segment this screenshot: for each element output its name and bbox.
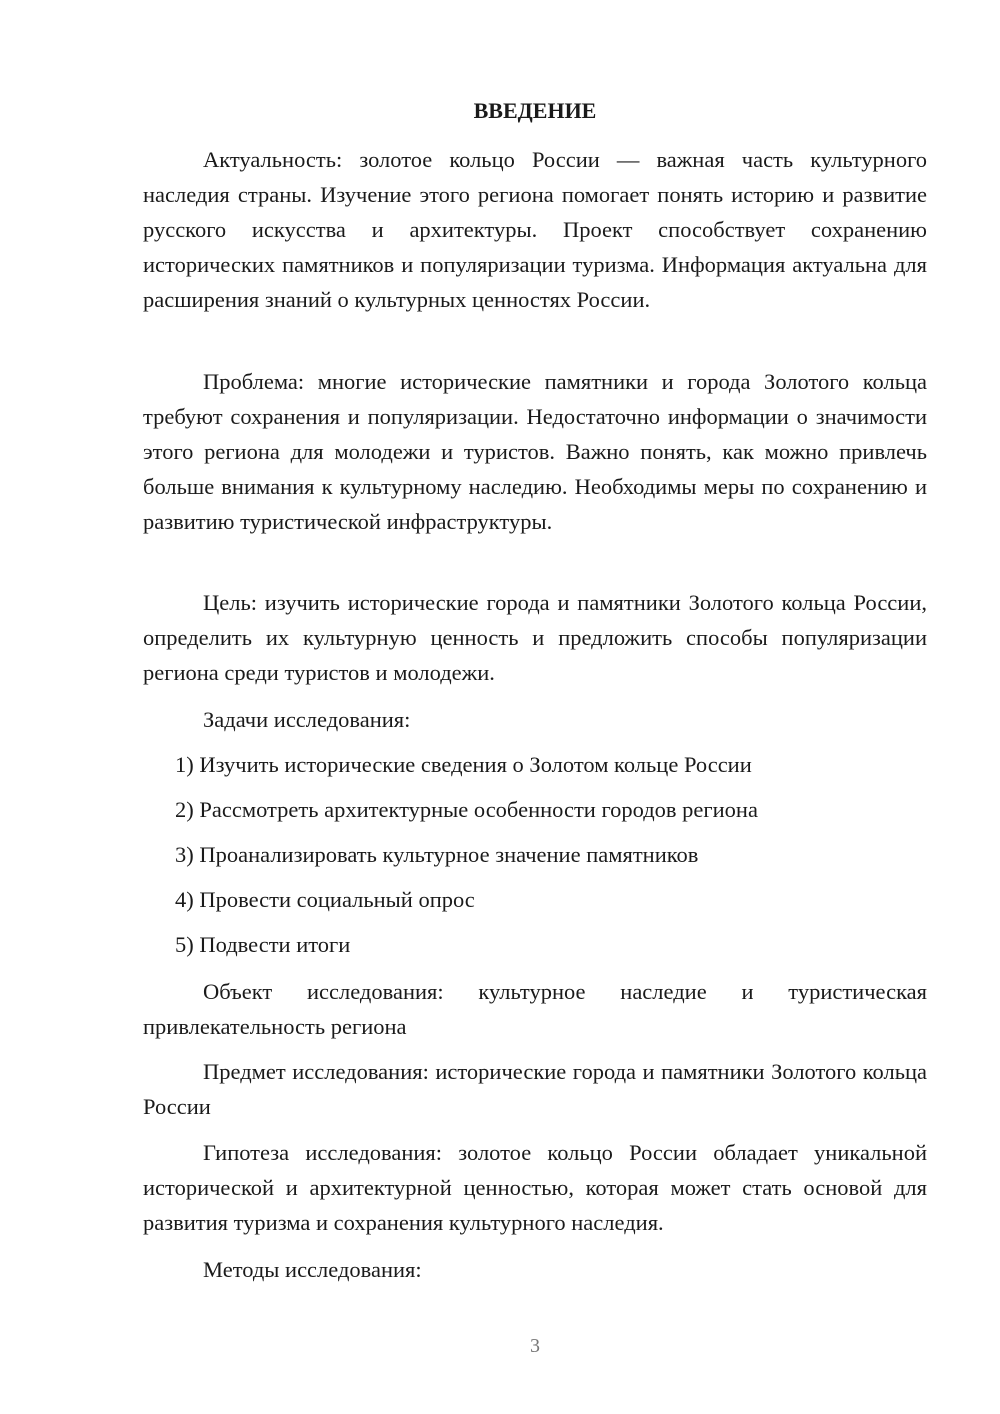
paragraph-goal: Цель: изучить исторические города и памятники Золотого кольца России, определить их культурную ценность и предложить способы популяризации региона среди туристов и молодежи.	[143, 590, 927, 685]
paragraph-object: Объект исследования: культурное наследие и туристическая привлекательность региона	[143, 979, 927, 1039]
paragraph-problem: Проблема: многие исторические памятники и города Золотого кольца требуют сохранения и популяризации. Недостаточно информации о значимости этого региона для молодежи и туристов. Важно понять, как можно привлечь больше внимания к культурному наследию. Необходимы меры по сохранению и развитию туристической инфраструктуры.	[143, 369, 927, 534]
page-number: 3	[530, 1335, 540, 1357]
task-item: 4) Провести социальный опрос	[175, 887, 475, 912]
paragraph-relevance: Актуальность: золотое кольцо России — важная часть культурного наследия страны. Изучение этого региона помогает понять историю и развитие русского искусства и архитектуры. Проект способствует сохранению исторических памятников и популяризации туризма. Информация актуальна для расширения знаний о культурных ценностях России.	[143, 147, 927, 312]
paragraph-hypothesis: Гипотеза исследования: золотое кольцо России обладает уникальной исторической и архитектурной ценностью, которая может стать основой для развития туризма и сохранения культурного наследия.	[143, 1140, 927, 1235]
task-item: 3) Проанализировать культурное значение памятников	[175, 842, 699, 867]
task-item: 5) Подвести итоги	[175, 932, 351, 957]
paragraph-subject: Предмет исследования: исторические города и памятники Золотого кольца России	[143, 1059, 927, 1119]
page-title: ВВЕДЕНИЕ	[473, 98, 597, 123]
task-item: 2) Рассмотреть архитектурные особенности городов региона	[175, 797, 758, 822]
tasks-heading: Задачи исследования:	[203, 707, 411, 732]
task-item: 1) Изучить исторические сведения о Золотом кольце России	[175, 752, 752, 777]
methods-heading: Методы исследования:	[203, 1257, 422, 1282]
